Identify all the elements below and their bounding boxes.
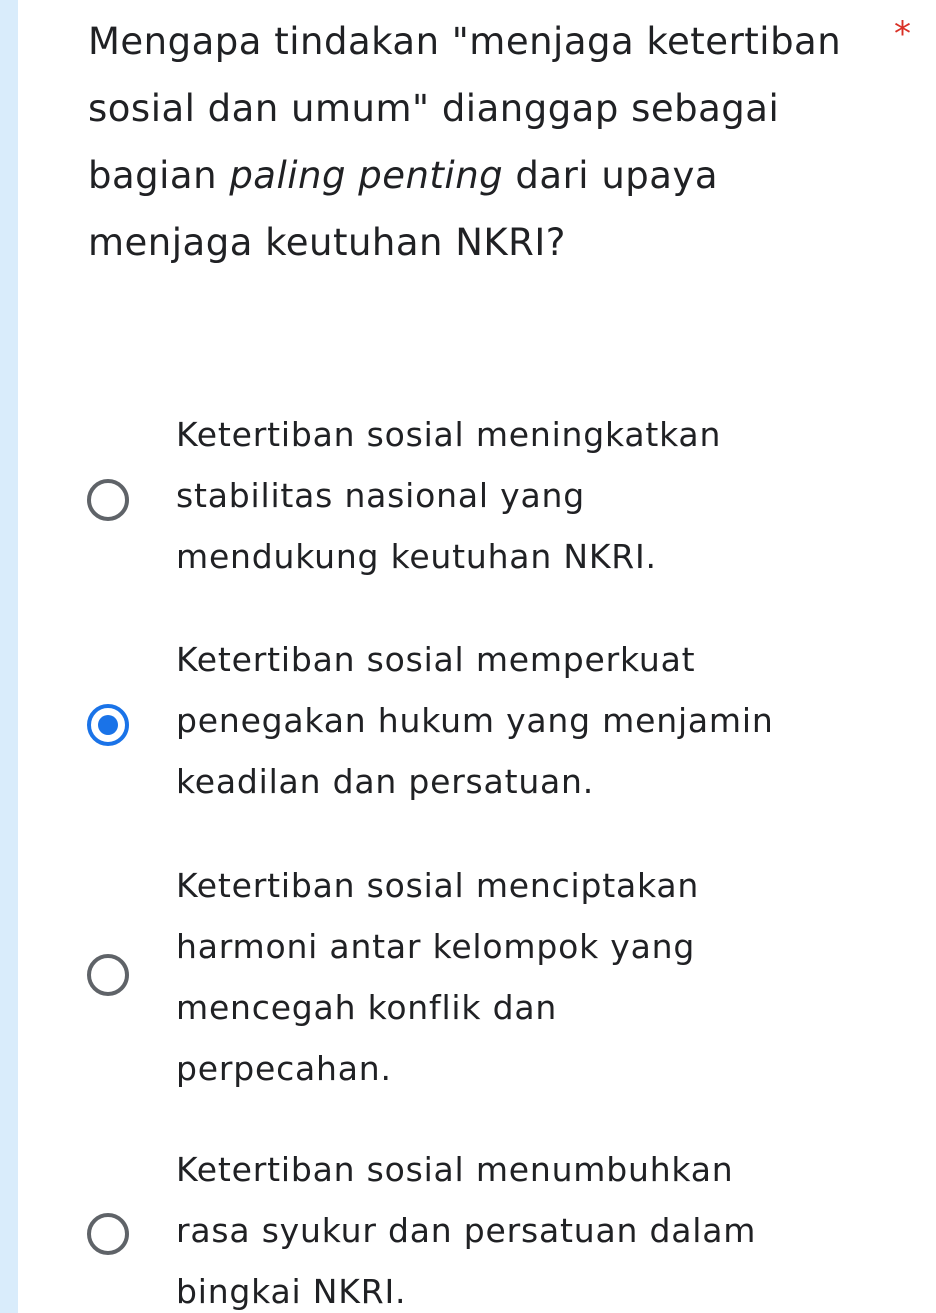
option-1[interactable]: [0, 404, 936, 594]
radio-button-unchecked[interactable]: [87, 479, 129, 521]
option-4[interactable]: [0, 1139, 936, 1313]
question-text-end: dari upaya menjaga keutuhan NKRI?: [88, 154, 719, 264]
radio-button-unchecked[interactable]: [87, 1213, 129, 1255]
question-title: [88, 8, 878, 276]
option-label: Ketertiban sosial meningkatkan stabilitas nasional yang mendukung keutuhan NKRI.: [176, 415, 722, 576]
question-emphasis: paling penting: [229, 154, 504, 197]
option-3[interactable]: [0, 855, 936, 1105]
question-text: Mengapa tindakan "menjaga ketertiban sosial dan umum" dianggap sebagai bagian: [88, 20, 842, 197]
option-label: Ketertiban sosial menumbuhkan rasa syukur dan persatuan dalam bingkai NKRI.: [176, 1150, 757, 1311]
radio-button-unchecked[interactable]: [87, 954, 129, 996]
option-label: Ketertiban sosial menciptakan harmoni antar kelompok yang mencegah konflik dan perpecahan.: [176, 866, 700, 1088]
option-2[interactable]: [0, 629, 936, 819]
option-label: Ketertiban sosial memperkuat penegakan hukum yang menjamin keadilan dan persatuan.: [176, 640, 774, 801]
required-asterisk: *: [894, 14, 911, 54]
radio-dot-icon: [98, 715, 118, 735]
radio-button-checked[interactable]: [87, 704, 129, 746]
